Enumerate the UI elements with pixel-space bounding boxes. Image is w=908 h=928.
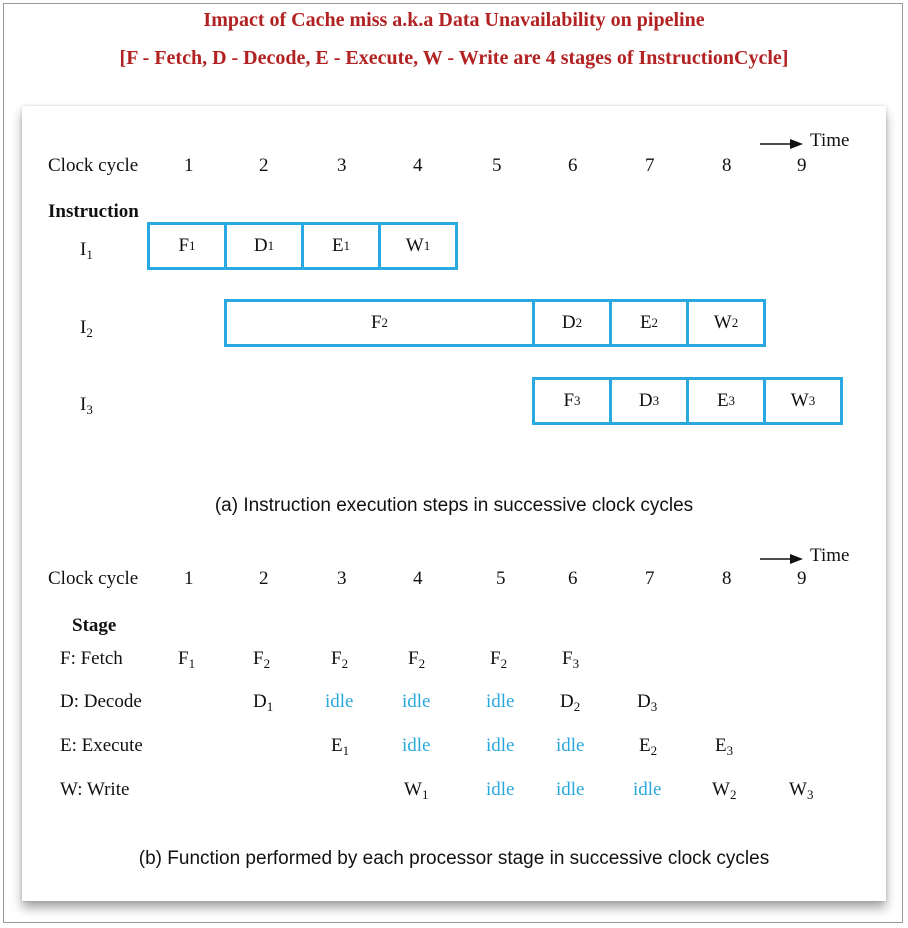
cycle-number: 2: [259, 568, 269, 589]
cycle-number: 2: [259, 155, 269, 176]
cycle-number: 6: [568, 155, 578, 176]
stage-cell-idle: idle: [402, 735, 431, 756]
stage-label-write: W: Write: [60, 779, 130, 800]
stage-cell: $D_3$: [637, 691, 658, 714]
step-box-e2: E 2: [609, 299, 689, 347]
step-box-e1: E 1: [301, 222, 381, 270]
cycle-number: 8: [722, 155, 732, 176]
stage-cell: $E_3$: [715, 735, 734, 758]
step-box-f1: F 1: [147, 222, 227, 270]
stage-cell: $F_1$: [178, 648, 196, 671]
time-label: Time: [810, 545, 850, 566]
stage-cell-idle: idle: [633, 779, 662, 800]
instruction-header: Instruction: [48, 201, 139, 222]
cycle-number: 1: [184, 568, 194, 589]
page-subtitle: [F - Fetch, D - Decode, E - Execute, W - Write are 4 stages of InstructionCycle]: [119, 47, 789, 69]
stage-cell: $F_2$: [490, 648, 508, 671]
time-arrow-icon: [760, 138, 804, 150]
stage-cell-idle: idle: [325, 691, 354, 712]
page-title: Impact of Cache miss a.k.a Data Unavailability on pipeline: [203, 9, 705, 31]
cycle-number: 6: [568, 568, 578, 589]
step-box-w1: W 1: [378, 222, 458, 270]
step-box-d2: D 2: [532, 299, 612, 347]
stage-cell: $W_1$: [404, 779, 429, 802]
stage-cell: $W_3$: [789, 779, 814, 802]
stage-cell-idle: idle: [486, 691, 515, 712]
stage-label-fetch: F: Fetch: [60, 648, 123, 669]
time-label: Time: [810, 130, 850, 151]
stage-cell-idle: idle: [556, 735, 585, 756]
cycle-number: 7: [645, 155, 655, 176]
cycle-number: 5: [492, 155, 502, 176]
instruction-label-i3: $I_3$: [80, 394, 93, 417]
stage-cell: $D_2$: [560, 691, 581, 714]
caption-a: (a) Instruction execution steps in successive clock cycles: [214, 495, 694, 516]
step-box-d3: D 3: [609, 377, 689, 425]
time-arrow-icon: [760, 553, 804, 565]
step-box-e3: E 3: [686, 377, 766, 425]
stage-cell-idle: idle: [402, 691, 431, 712]
clock-cycle-label: Clock cycle: [48, 568, 139, 589]
stage-cell: $E_2$: [639, 735, 658, 758]
stage-header: Stage: [72, 615, 117, 636]
stage-label-execute: E: Execute: [60, 735, 143, 756]
step-box-w2: W 2: [686, 299, 766, 347]
cycle-number: 7: [645, 568, 655, 589]
stage-label-decode: D: Decode: [60, 691, 142, 712]
step-box-f2: F 2: [224, 299, 535, 347]
step-box-w3: W 3: [763, 377, 843, 425]
cycle-number: 8: [722, 568, 732, 589]
stage-cell: $D_1$: [253, 691, 274, 714]
stage-cell: $F_2$: [253, 648, 271, 671]
cycle-number: 4: [413, 155, 423, 176]
cycle-number: 4: [413, 568, 423, 589]
cycle-number: 9: [797, 568, 807, 589]
stage-cell: $F_3$: [562, 648, 580, 671]
stage-cell: $E_1$: [331, 735, 350, 758]
stage-cell-idle: idle: [486, 735, 515, 756]
instruction-label-i2: $I_2$: [80, 317, 93, 340]
clock-cycle-label: Clock cycle: [48, 155, 139, 176]
stage-cell: $F_2$: [408, 648, 426, 671]
cycle-number: 5: [496, 568, 506, 589]
cycle-number: 3: [337, 155, 347, 176]
instruction-label-i1: $I_1$: [80, 239, 93, 262]
cycle-number: 1: [184, 155, 194, 176]
step-box-d1: D 1: [224, 222, 304, 270]
cycle-number: 9: [797, 155, 807, 176]
stage-cell-idle: idle: [556, 779, 585, 800]
step-box-f3: F 3: [532, 377, 612, 425]
stage-cell-idle: idle: [486, 779, 515, 800]
cycle-number: 3: [337, 568, 347, 589]
caption-b: (b) Function performed by each processor stage in successive clock cycles: [138, 848, 770, 869]
stage-cell: $W_2$: [712, 779, 737, 802]
stage-cell: $F_2$: [331, 648, 349, 671]
